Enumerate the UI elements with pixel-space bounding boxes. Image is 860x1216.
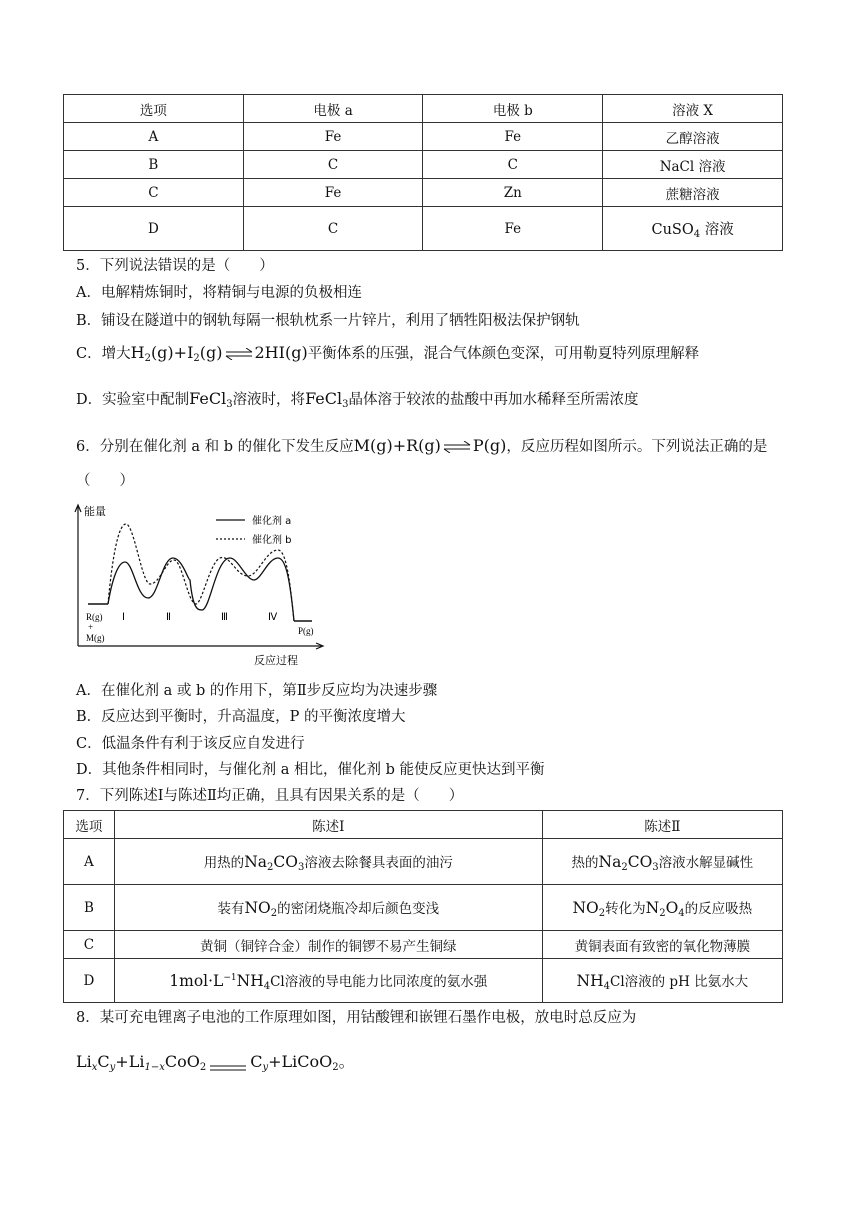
chem-formula: N bbox=[645, 898, 660, 917]
table-header-row bbox=[64, 811, 783, 839]
q6-option-b: B．反应达到平衡时，升高温度，P 的平衡浓度增大 bbox=[76, 709, 406, 725]
table-cell: Fe bbox=[243, 123, 423, 151]
q5-option-d bbox=[76, 389, 639, 415]
table-cell bbox=[114, 885, 542, 931]
table-row bbox=[64, 839, 783, 885]
chem-formula: CO bbox=[627, 852, 653, 871]
option-text: D．实验室中配制 bbox=[76, 392, 190, 408]
cell-text: 的密闭烧瓶冷却后颜色变浅 bbox=[277, 900, 440, 917]
q6-option-a: A．在催化剂 a 或 b 的作用下，第Ⅱ步反应均为决速步骤 bbox=[76, 683, 438, 699]
chem-formula: C bbox=[97, 1052, 110, 1071]
cell-text: 转化为 bbox=[605, 900, 646, 917]
chem-formula: CuSO bbox=[651, 221, 694, 238]
table-cell: NaCl 溶液 bbox=[603, 151, 783, 179]
table-cell: C bbox=[423, 151, 603, 179]
q5-option-a: A．电解精炼铜时，将精铜与电源的负极相连 bbox=[76, 285, 362, 301]
chem-subscript: 2 bbox=[598, 907, 606, 919]
table-cell: B bbox=[64, 151, 244, 179]
chem-formula: H bbox=[130, 343, 145, 362]
table-cell: D bbox=[64, 959, 115, 1003]
table-cell: 黄铜表面有致密的氧化物薄膜 bbox=[542, 931, 782, 959]
q5-stem: 5．下列说法错误的是（ ） bbox=[76, 258, 274, 274]
reactant-label-r: R(g) bbox=[86, 612, 103, 622]
q8-stem: 8．某可充电锂离子电池的工作原理如图，用钴酸锂和嵌锂石墨作电极，放电时总反应为 bbox=[76, 1010, 637, 1026]
cell-text: Cl溶液的 pH 比氨水大 bbox=[609, 973, 749, 990]
table-row bbox=[64, 179, 783, 207]
chem-subscript: 1−x bbox=[144, 1062, 165, 1073]
table-row bbox=[64, 151, 783, 179]
chem-formula: NH bbox=[236, 971, 264, 990]
question-text: ，反应历程如图所示。下列说法正确的是 bbox=[506, 439, 768, 455]
chem-formula: O bbox=[665, 898, 679, 917]
chem-formula: 2HI(g) bbox=[254, 343, 308, 362]
table-header-cell: 陈述Ⅰ bbox=[114, 811, 542, 839]
table-header-cell: 电极 b bbox=[423, 95, 603, 123]
table-cell bbox=[542, 839, 782, 885]
step-label-2: Ⅱ bbox=[166, 612, 171, 623]
cell-text: 装有 bbox=[217, 900, 245, 917]
q5-option-b: B．铺设在隧道中的钢轨每隔一根轨枕系一片锌片，利用了牺牲阳极法保护钢轨 bbox=[76, 313, 580, 329]
table-header-cell: 选项 bbox=[64, 811, 115, 839]
table-header-cell: 陈述Ⅱ bbox=[542, 811, 782, 839]
chem-formula: (g)+I bbox=[150, 343, 194, 362]
chem-formula: Li bbox=[76, 1052, 92, 1071]
reactant-label-m: M(g) bbox=[86, 633, 105, 643]
equilibrium-arrow-icon bbox=[443, 441, 471, 453]
chem-formula: +LiCoO bbox=[268, 1052, 333, 1071]
q6-answer-paren: （ ） bbox=[76, 473, 134, 489]
statement-table bbox=[63, 810, 783, 1003]
table-row bbox=[64, 885, 783, 931]
table-cell: B bbox=[64, 885, 115, 931]
chem-formula: 1mol·L bbox=[169, 971, 224, 990]
table-row bbox=[64, 959, 783, 1003]
reaction-equals-icon bbox=[209, 1058, 247, 1068]
table-cell: D bbox=[64, 207, 244, 251]
table-cell: A bbox=[64, 839, 115, 885]
q8-equation bbox=[76, 1052, 355, 1078]
chem-subscript: y bbox=[109, 1062, 116, 1073]
chem-subscript: 2 bbox=[144, 353, 151, 364]
table-cell bbox=[114, 959, 542, 1003]
q6-stem bbox=[76, 436, 767, 457]
punctuation: 。 bbox=[338, 1052, 355, 1071]
table-cell: A bbox=[64, 123, 244, 151]
table-cell: Fe bbox=[243, 179, 423, 207]
table-cell bbox=[542, 885, 782, 931]
energy-profile-diagram bbox=[70, 500, 330, 672]
step-label-1: Ⅰ bbox=[122, 612, 125, 623]
chem-subscript: 2 bbox=[659, 907, 666, 919]
chem-superscript: −1 bbox=[223, 972, 237, 983]
cell-text: 的反应吸热 bbox=[684, 900, 753, 917]
chem-subscript: y bbox=[262, 1062, 269, 1073]
legend-label-b: 催化剂 b bbox=[252, 535, 292, 546]
chem-subscript: 4 bbox=[678, 907, 685, 919]
table-header-cell: 电极 a bbox=[243, 95, 423, 123]
chem-subscript: 2 bbox=[193, 353, 200, 364]
cell-text: 热的 bbox=[571, 854, 599, 871]
table-cell bbox=[114, 839, 542, 885]
chem-formula: CO bbox=[273, 852, 298, 871]
chem-formula: NO bbox=[244, 898, 271, 917]
chem-subscript: 2 bbox=[267, 861, 274, 873]
reactant-label-plus: + bbox=[88, 622, 94, 632]
q5-option-c bbox=[76, 343, 699, 369]
curve-catalyst-a bbox=[108, 558, 294, 621]
table-cell: 黄铜（铜锌合金）制作的铜锣不易产生铜绿 bbox=[114, 931, 542, 959]
chem-formula: Na bbox=[598, 852, 622, 871]
chem-formula: NO bbox=[572, 898, 599, 917]
option-text: 晶体溶于较浓的盐酸中再加水稀释至所需浓度 bbox=[348, 392, 639, 408]
legend-label-a: 催化剂 a bbox=[252, 516, 292, 527]
chem-subscript: 4 bbox=[693, 228, 701, 240]
chem-formula: P(g) bbox=[472, 436, 507, 455]
table-cell bbox=[542, 959, 782, 1003]
chem-formula: CoO bbox=[164, 1052, 200, 1071]
table-cell: C bbox=[64, 179, 244, 207]
table-cell: Fe bbox=[423, 207, 603, 251]
chem-subscript: 2 bbox=[270, 907, 278, 919]
option-text: 溶液时，将 bbox=[232, 392, 306, 408]
product-label: P(g) bbox=[298, 626, 314, 636]
chem-subscript: x bbox=[91, 1062, 98, 1073]
x-axis-label: 反应过程 bbox=[254, 654, 298, 667]
chem-subscript: 2 bbox=[199, 1062, 207, 1073]
chem-subscript: 4 bbox=[603, 980, 610, 992]
chem-formula: Na bbox=[244, 852, 267, 871]
equilibrium-arrow-icon bbox=[225, 348, 253, 360]
question-text: 6．分别在催化剂 a 和 b 的催化下发生反应 bbox=[76, 439, 354, 455]
step-label-3: Ⅲ bbox=[221, 612, 228, 623]
chem-formula: (g) bbox=[199, 343, 223, 362]
table-header-cell: 选项 bbox=[64, 95, 244, 123]
table-row bbox=[64, 123, 783, 151]
chem-formula: M(g)+R(g) bbox=[353, 436, 441, 455]
cell-text: 溶液去除餐具表面的油污 bbox=[304, 854, 453, 871]
cell-text: Cl溶液的导电能力比同浓度的氨水强 bbox=[270, 973, 488, 990]
q6-option-c: C．低温条件有利于该反应自发进行 bbox=[76, 736, 305, 752]
chem-subscript: 3 bbox=[652, 861, 659, 873]
table-cell bbox=[603, 207, 783, 251]
chem-formula: +Li bbox=[115, 1052, 145, 1071]
table-header-cell: 溶液 X bbox=[603, 95, 783, 123]
table-cell: 蔗糖溶液 bbox=[603, 179, 783, 207]
table-row bbox=[64, 931, 783, 959]
q6-option-d: D．其他条件相同时，与催化剂 a 相比，催化剂 b 能使反应更快达到平衡 bbox=[76, 762, 545, 778]
chem-formula: FeCl bbox=[189, 389, 227, 408]
table-cell: C bbox=[243, 151, 423, 179]
chem-subscript: 3 bbox=[226, 399, 233, 410]
chem-formula: FeCl bbox=[305, 389, 343, 408]
table-cell: C bbox=[243, 207, 423, 251]
chem-subscript: 3 bbox=[297, 861, 305, 873]
table-cell: Zn bbox=[423, 179, 603, 207]
table-cell: Fe bbox=[423, 123, 603, 151]
step-label-4: Ⅳ bbox=[268, 612, 278, 623]
table-cell: C bbox=[64, 931, 115, 959]
chem-subscript: 3 bbox=[342, 399, 349, 410]
option-text: 平衡体系的压强，混合气体颜色变深，可用勒夏特列原理解释 bbox=[307, 346, 700, 362]
table-row bbox=[64, 207, 783, 251]
table-cell: 乙醇溶液 bbox=[603, 123, 783, 151]
cell-text: 溶液水解显碱性 bbox=[658, 854, 754, 871]
chem-subscript: 4 bbox=[263, 980, 271, 992]
cell-text: 溶液 bbox=[704, 221, 734, 238]
y-axis-label: 能量 bbox=[84, 505, 106, 518]
chem-subscript: 2 bbox=[332, 1062, 339, 1073]
chem-subscript: 2 bbox=[621, 861, 628, 873]
cell-text: 用热的 bbox=[203, 854, 245, 871]
option-text: C．增大 bbox=[76, 346, 131, 362]
q7-stem: 7．下列陈述Ⅰ与陈述Ⅱ均正确，且具有因果关系的是（ ） bbox=[76, 788, 464, 804]
table-header-row bbox=[64, 95, 783, 123]
chem-formula: C bbox=[250, 1052, 263, 1071]
chem-formula: NH bbox=[576, 971, 604, 990]
electrode-table bbox=[63, 94, 783, 251]
